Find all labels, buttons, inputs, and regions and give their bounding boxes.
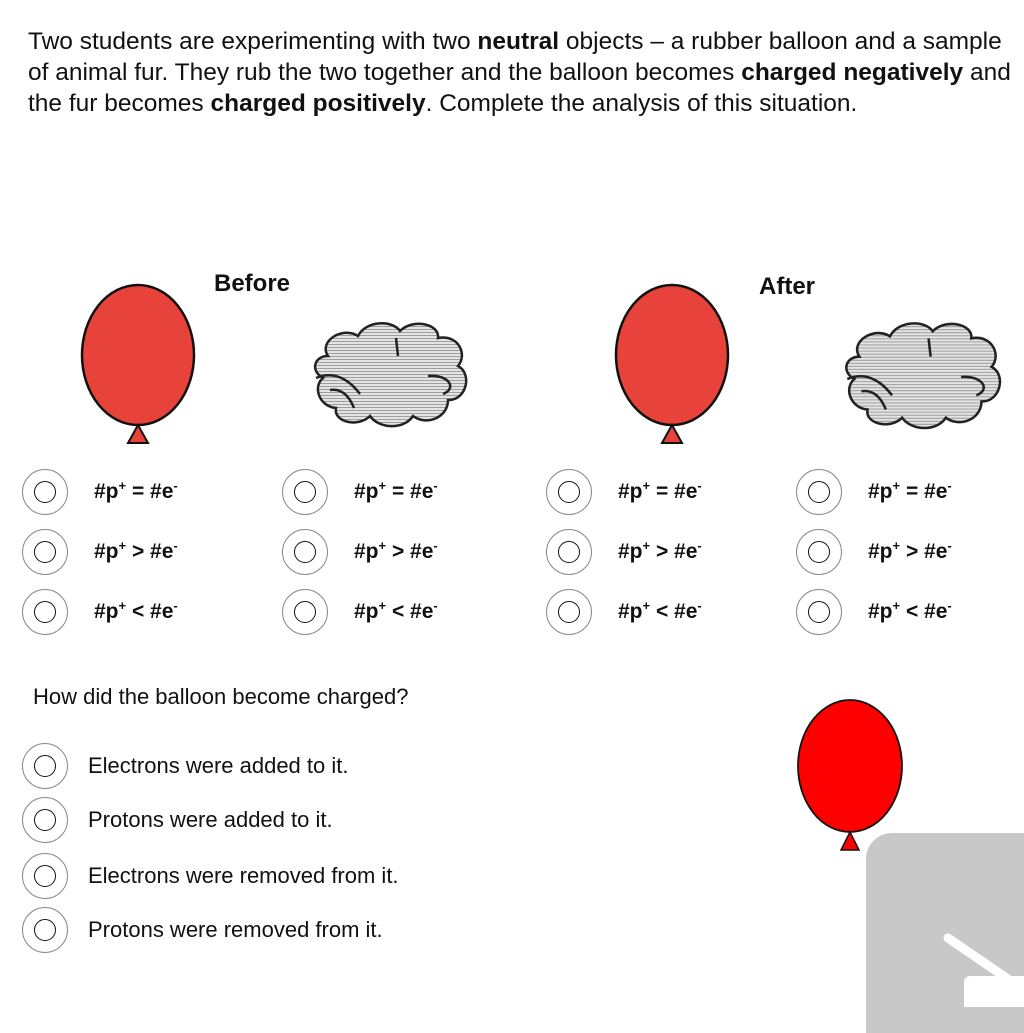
- option-label: #p+ < #e-: [618, 598, 702, 623]
- radio-circle-icon: [34, 809, 56, 831]
- intro-bold-positive: charged positively: [210, 90, 426, 117]
- option-label: #p+ > #e-: [868, 538, 952, 563]
- answer-option-3[interactable]: [22, 852, 399, 900]
- fur-before-equal-option[interactable]: [282, 468, 438, 516]
- radio-button[interactable]: [22, 529, 68, 575]
- radio-circle-icon: [558, 601, 580, 623]
- intro-part-3: and the fur becomes: [28, 59, 1011, 117]
- option-label: #p+ > #e-: [354, 538, 438, 563]
- answer-label: Protons were added to it.: [88, 807, 333, 832]
- fur-after-icon: [838, 316, 1008, 436]
- option-label: #p+ = #e-: [868, 478, 952, 503]
- balloon-after-less-option[interactable]: [546, 588, 702, 636]
- radio-circle-icon: [808, 541, 830, 563]
- fur-after-less-option[interactable]: [796, 588, 952, 636]
- answer-option-2[interactable]: [22, 796, 333, 844]
- intro-bold-negative: charged negatively: [741, 59, 964, 86]
- radio-circle-icon: [34, 481, 56, 503]
- balloon-after-equal-option[interactable]: [546, 468, 702, 516]
- radio-button[interactable]: [796, 469, 842, 515]
- radio-button[interactable]: [22, 469, 68, 515]
- before-label: Before: [214, 270, 291, 297]
- intro-bold-neutral: neutral: [477, 28, 560, 55]
- option-label: #p+ > #e-: [618, 538, 702, 563]
- answer-label: Electrons were removed from it.: [88, 863, 399, 888]
- after-label: After: [759, 273, 816, 300]
- radio-button[interactable]: [22, 853, 68, 899]
- radio-button[interactable]: [22, 589, 68, 635]
- option-label: #p+ < #e-: [354, 598, 438, 623]
- radio-circle-icon: [34, 601, 56, 623]
- question-text: How did the balloon become charged?: [33, 684, 409, 709]
- balloon-before-less-option[interactable]: [22, 588, 178, 636]
- option-label: #p+ > #e-: [94, 538, 178, 563]
- radio-button[interactable]: [282, 529, 328, 575]
- option-label: #p+ = #e-: [618, 478, 702, 503]
- radio-circle-icon: [558, 541, 580, 563]
- radio-button[interactable]: [22, 907, 68, 953]
- radio-button[interactable]: [796, 529, 842, 575]
- radio-button[interactable]: [796, 589, 842, 635]
- radio-circle-icon: [808, 481, 830, 503]
- radio-button[interactable]: [22, 797, 68, 843]
- pencil-icon[interactable]: [930, 920, 1024, 1007]
- option-label: #p+ = #e-: [94, 478, 178, 503]
- radio-circle-icon: [34, 755, 56, 777]
- intro-text: [28, 26, 1013, 119]
- radio-circle-icon: [34, 919, 56, 941]
- intro-part-2: objects – a rubber balloon and a sample of animal fur. They rub the two together and the balloon becomes: [28, 28, 1002, 86]
- fur-before-icon: [308, 316, 473, 434]
- radio-circle-icon: [294, 541, 316, 563]
- radio-circle-icon: [294, 481, 316, 503]
- radio-button[interactable]: [282, 469, 328, 515]
- radio-button[interactable]: [546, 589, 592, 635]
- fur-after-greater-option[interactable]: [796, 528, 952, 576]
- radio-circle-icon: [34, 541, 56, 563]
- answer-option-4[interactable]: [22, 906, 383, 954]
- balloon-after-icon: [612, 283, 732, 448]
- radio-circle-icon: [34, 865, 56, 887]
- option-label: #p+ < #e-: [868, 598, 952, 623]
- fur-before-greater-option[interactable]: [282, 528, 438, 576]
- intro-part-1: Two students are experimenting with two: [28, 28, 478, 55]
- balloon-before-equal-option[interactable]: [22, 468, 178, 516]
- radio-button[interactable]: [22, 743, 68, 789]
- answer-option-1[interactable]: [22, 742, 348, 790]
- option-label: #p+ = #e-: [354, 478, 438, 503]
- balloon-before-greater-option[interactable]: [22, 528, 178, 576]
- radio-button[interactable]: [546, 469, 592, 515]
- radio-circle-icon: [558, 481, 580, 503]
- option-label: #p+ < #e-: [94, 598, 178, 623]
- fur-before-less-option[interactable]: [282, 588, 438, 636]
- intro-part-4: . Complete the analysis of this situation.: [425, 90, 858, 117]
- answer-label: Electrons were added to it.: [88, 753, 349, 778]
- radio-button[interactable]: [546, 529, 592, 575]
- radio-circle-icon: [808, 601, 830, 623]
- balloon-before-icon: [78, 283, 198, 448]
- radio-button[interactable]: [282, 589, 328, 635]
- fur-after-equal-option[interactable]: [796, 468, 952, 516]
- radio-circle-icon: [294, 601, 316, 623]
- answer-label: Protons were removed from it.: [88, 917, 383, 942]
- balloon-after-greater-option[interactable]: [546, 528, 702, 576]
